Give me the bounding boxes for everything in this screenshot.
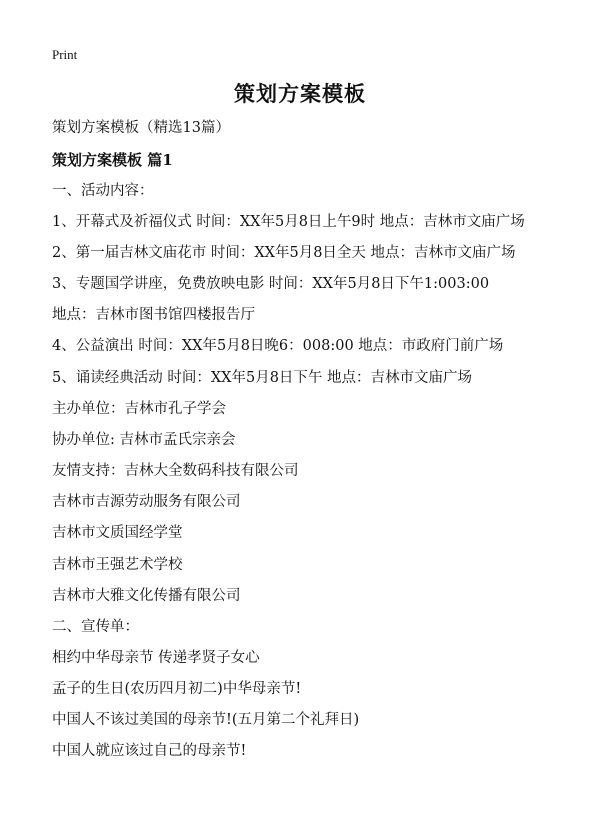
body-line: 友情支持：吉林大全数码科技有限公司 (52, 463, 299, 479)
body-line: 吉林市文质国经学堂 (52, 525, 183, 541)
body-line: 吉林市吉源劳动服务有限公司 (52, 494, 241, 510)
body-line: 孟子的生日(农历四月初二)中华母亲节! (52, 681, 302, 697)
body-line: 1、开幕式及祈福仪式 时间：XX年5月8日上午9时 地点：吉林市文庙广场 (52, 214, 525, 230)
document-title: 策划方案模板 (234, 81, 366, 106)
body-line: 5、诵读经典活动 时间：XX年5月8日下午 地点：吉林市文庙广场 (52, 370, 473, 386)
body-line: 地点：吉林市图书馆四楼报告厅 (52, 307, 255, 323)
section-heading: 策划方案模板 篇1 (52, 151, 173, 169)
body-line: 协办单位: 吉林市孟氏宗亲会 (52, 432, 236, 448)
print-label[interactable]: Print (52, 47, 78, 62)
body-line: 中国人不该过美国的母亲节!(五月第二个礼拜日) (52, 712, 360, 728)
body-line: 3、专题国学讲座，免费放映电影 时间：XX年5月8日下午1:003:00 (52, 276, 490, 292)
body-line: 吉林市大雅文化传播有限公司 (52, 588, 241, 604)
body-line: 二、宣传单： (52, 619, 139, 635)
document-subtitle: 策划方案模板（精选13篇） (52, 120, 230, 136)
body-line: 主办单位：吉林市孔子学会 (52, 401, 226, 417)
body-line: 中国人就应该过自己的母亲节! (52, 743, 247, 759)
body-line: 4、公益演出 时间：XX年5月8日晚6：008:00 地点：市政府门前广场 (52, 338, 504, 354)
body-line: 一、活动内容： (52, 183, 154, 199)
body-line: 吉林市王强艺术学校 (52, 557, 183, 573)
body-line: 相约中华母亲节 传递孝贤子女心 (52, 650, 260, 666)
body-line: 2、第一届吉林文庙花市 时间：XX年5月8日全天 地点：吉林市文庙广场 (52, 245, 516, 261)
